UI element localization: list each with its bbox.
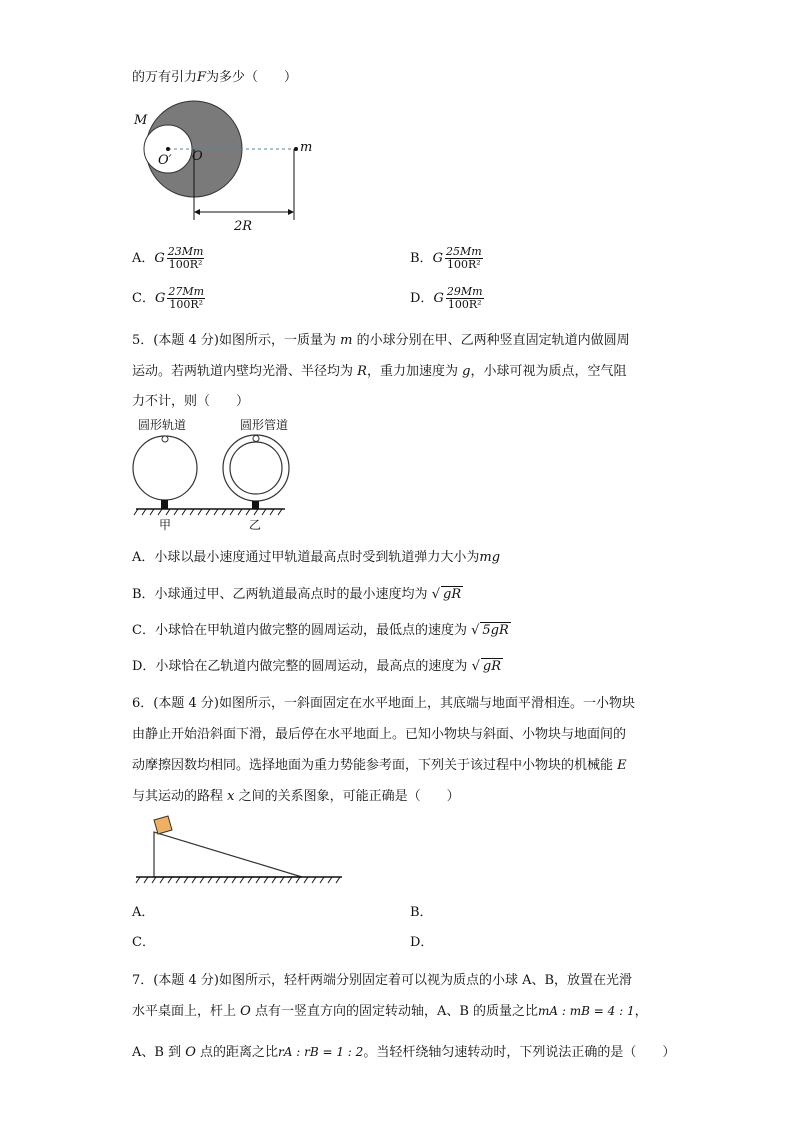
incline xyxy=(154,832,302,877)
q4-figure xyxy=(128,98,328,238)
q6-line-3: 动摩擦因数均相同。选择地面为重力势能参考面，下列关于该过程中小物块的机械能 E xyxy=(132,758,627,773)
q4-option-b[interactable]: B．G $\frac{25Mm}{\text{100R²}}$ xyxy=(410,245,482,271)
q5-line-2: 运动。若两轨道内壁均光滑、半径均为 R，重力加速度为 g，小球可视为质点，空气阻 xyxy=(132,364,627,379)
q6-option-d[interactable]: D． xyxy=(410,935,434,950)
circular-tube-outer xyxy=(223,435,289,501)
q6-line-2: 由静止开始沿斜面下滑，最后停在水平地面上。已知小物块与斜面、小物块与地面间的 xyxy=(132,727,627,742)
label-2R: 2R xyxy=(234,219,253,234)
circular-tube-inner xyxy=(230,442,282,494)
fig-title-tube: 圆形管道 xyxy=(240,418,289,432)
q7-line-1: 7．(本题 4 分)如图所示，轻杆两端分别固定着可以视为质点的小球 A、B，放置在光滑 xyxy=(132,973,633,988)
label-O-prime: O′ xyxy=(158,153,172,168)
label-m: m xyxy=(300,140,313,155)
q6-option-b[interactable]: B． xyxy=(410,905,433,920)
q6-figure xyxy=(132,812,346,888)
q5-figure xyxy=(130,414,300,534)
q5-line-1: 5．(本题 4 分)如图所示，一质量为 m 的小球分别在甲、乙两种竖直固定轨道内做圆周 xyxy=(132,333,630,348)
fig-label-yi: 乙 xyxy=(249,518,262,532)
block xyxy=(154,816,172,834)
q5-option-b[interactable]: B．小球通过甲、乙两轨道最高点时的最小速度均为 √ gR xyxy=(132,587,462,602)
q6-option-c[interactable]: C． xyxy=(132,935,155,950)
fig-label-jia: 甲 xyxy=(159,518,172,532)
q7-line-2: 水平桌面上，杆上 O 点有一竖直方向的固定转动轴，A、B 的质量之比mA : mB = 4 : 1， xyxy=(132,1004,648,1019)
fig-title-track: 圆形轨道 xyxy=(138,418,187,432)
q5-option-a[interactable]: A．小球以最小速度通过甲轨道最高点时受到轨道弹力大小为mg xyxy=(132,550,501,565)
label-M: M xyxy=(134,113,148,128)
q4-tail-line: 的万有引力F为多少（ ） xyxy=(132,70,298,85)
circular-track xyxy=(133,436,197,500)
q7-line-3: A、B 到 O 点的距离之比rA : rB = 1 : 2。当轻杆绕轴匀速转动时，下列说法正确的是（ ） xyxy=(132,1045,676,1060)
label-O: O xyxy=(192,149,203,164)
q5-line-3: 力不计，则（ ） xyxy=(132,394,250,409)
q4-option-c[interactable]: C．G $\frac{27Mm}{\text{100R²}}$ xyxy=(132,285,205,311)
q4-option-d[interactable]: D．G $\frac{29Mm}{\text{100R²}}$ xyxy=(410,285,483,311)
q6-option-a[interactable]: A． xyxy=(132,905,155,920)
q4-option-a[interactable]: A．G $\frac{23Mm}{\text{100R²}}$ xyxy=(132,245,204,271)
q6-line-1: 6．(本题 4 分)如图所示，一斜面固定在水平地面上，其底端与地面平滑相连。一小物块 xyxy=(132,696,635,711)
q5-option-c[interactable]: C．小球恰在甲轨道内做完整的圆周运动，最低点的速度为 √ 5gR xyxy=(132,623,509,638)
q5-option-d[interactable]: D．小球恰在乙轨道内做完整的圆周运动，最高点的速度为 √ gR xyxy=(132,659,501,674)
q6-line-4: 与其运动的路程 x 之间的关系图象，可能正确是（ ） xyxy=(132,789,460,804)
